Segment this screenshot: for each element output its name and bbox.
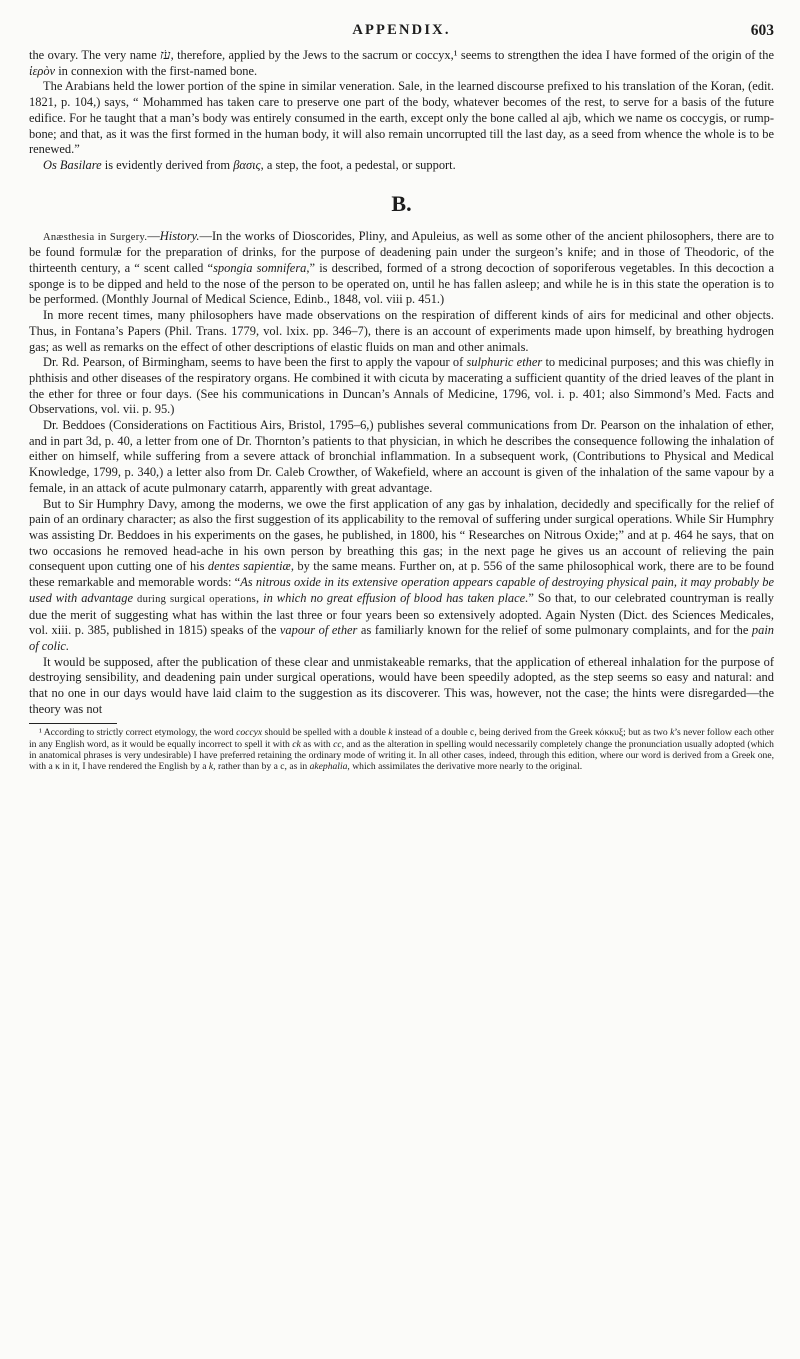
footnote-paragraph (29, 727, 774, 771)
text-run: should be spelled with a double (262, 727, 389, 739)
italic-run: k (388, 727, 393, 739)
text-run: instead of a double c, being derived from the Greek κόκκυξ; but as two (392, 727, 671, 739)
text-run: in connexion with the first-named bone. (55, 63, 258, 78)
footnote-rule (29, 723, 117, 724)
italic-run: coccyx (236, 727, 263, 739)
page-number: 603 (750, 22, 774, 39)
text-run: as with (300, 738, 334, 750)
italic-run: βασις (233, 157, 261, 172)
paragraph (29, 158, 774, 174)
paragraph (29, 229, 774, 309)
italic-run: in which no great effusion of blood has taken place. (263, 590, 529, 605)
text-run: , a step, the foot, a pedestal, or support. (260, 157, 456, 172)
italic-run: dentes sapientiæ (207, 559, 291, 574)
text-run: Dr. Rd. Pearson, of Birmingham, seems to have been the first to apply the vapour of (43, 355, 467, 370)
small-caps-run: during surgical operations (137, 593, 257, 605)
italic-run: pain of colic. (29, 623, 774, 653)
paragraph (29, 418, 774, 497)
text-run: , rather than by a c, as in (213, 760, 310, 772)
italic-run: Os Basilare (43, 157, 102, 172)
text-run: is evidently derived from (101, 157, 234, 172)
text-run: , therefore, applied by the Jews to the sacrum or coccyx,¹ seems to strengthen the idea I have formed of the origin of the (170, 48, 774, 62)
italic-run: k (670, 727, 675, 739)
paragraph (29, 355, 774, 418)
section-heading: B. (391, 190, 412, 216)
text-run: as familiarly known for the relief of some pulmonary complaints, and for the (357, 623, 752, 638)
italic-run: As nitrous oxide in its extensive operation appears capable of destroying physical pain, it may probably be used with advantage (29, 575, 774, 605)
intro-text (29, 48, 774, 174)
text-run: ’s never follow each other in any English word, as it would be equally incorrect to spell it with (29, 727, 774, 750)
italic-run: spongia somnifera (213, 261, 307, 276)
text-run: The Arabians held the lower portion of the spine in similar veneration. Sale, in the learned discourse prefixed to his translation of the Koran, (edit. 1821, p. 104,) says, “ Mohammed has taken care to preserve one part of the body, whatever becomes of the rest, to serve for a basis of the future edifice. For he taught that a man’s body was entirely consumed in the earth, except only the bone called al ajb, which we name os coccygis, or rump-bone; and that, as it was the first formed in the human body, it will also remain uncorrupted till the last day, as a seed from whence the whole is to be renewed.” (29, 79, 774, 157)
text-run: ,” is described, formed of a strong decoction of soporiferous vegetables. In this decoction a sponge is to be dipped and held to the nose of the person to be operated on, until he has fallen asleep; and while he is in this state the operation is to be performed. (Monthly Journal of Medical Science, Edinb., 1848, vol. viii p. 451.) (29, 261, 774, 307)
paragraph (29, 308, 774, 355)
paragraph (29, 79, 774, 158)
page-header (29, 22, 774, 48)
text-run: But to Sir Humphry Davy, among the moderns, we owe the first application of any gas by inhalation, decidedly and specifically for the relief of pain of an ordinary character; as also the first suggestion of its applicability to the removal of suffering under surgical operations. While Sir Humphry was assisting Dr. Beddoes in his experiments on the gases, he published, in 1800, his “ Researches on Nitrous Oxide;” and at p. 464 he says, that on two occasions he removed head-ache in his own person by breathing this gas; in the next page he gives us an account of relieving the pain consequent upon cutting one of his (29, 496, 774, 574)
italic-run: עֹז (160, 48, 171, 62)
text-run: —In the works of Dioscorides, Pliny, and Apuleius, as well as some other of the ancient philosophers, there are to be found formulæ for the preparation of drinks, for the purpose of deadening pain under the surgeon’s knife; and in those of Theodoric, of the thirteenth century, a “ scent called “ (29, 228, 774, 276)
italic-run: k (208, 760, 214, 772)
text-run: — (147, 228, 160, 243)
italic-run: ck (292, 738, 301, 750)
running-head: APPENDIX. (352, 22, 451, 38)
paragraph (29, 48, 774, 79)
text-run: ¹ According to strictly correct etymology, the word (39, 727, 237, 739)
italic-run: akephalia (309, 760, 348, 772)
text-run: In more recent times, many philosophers have made observations on the respiration of different kinds of airs for medicinal and other objects. Thus, in Fontana’s Papers (Phil. Trans. 1779, vol. lxix. pp. 346–7), there is an account of experiments made upon himself, by breathing hydrogen gas; as well as remarks on the effect of other descriptions of elastic fluids on man and other animals. (29, 308, 774, 354)
italic-run: sulphuric ether (466, 355, 543, 370)
text-run: Dr. Beddoes (Considerations on Factitious Airs, Bristol, 1795–6,) publishes several communications from Dr. Pearson on the inhalation of ether, and in part 3d, p. 40, a letter from one of Dr. Thornton’s patients to that physician, in which he describes the consequence following the inhalation of either on himself, while suffering from a severe attack of bronchial inflammation. In a subsequent work, (Contributions to Physical and Medical Knowledge, 1799, p. 340,) a letter also from Dr. Caleb Crowther, of Wakefield, where an account is given of the inhalation of the same vapour by a female, in an attack of acute pulmonary catarrh, apparently with great advantage. (29, 418, 774, 495)
text-run: ” So that, to our celebrated countryman is really due the merit of suggesting what has within the last three or four years been so extensively adopted. Again Nysten (Dict. des Sciences Medicales, vol. xiii. p. 385, published in 1815) speaks of the (29, 590, 775, 638)
text-run: , and as the alteration in spelling would necessarily completely change the pronunciation usually adopted (which in anatomical phrases is very undesirable) I have preferred retaining the ordinary mode of writing it. In all other cases, indeed, through this edition, where our word is derived from a Greek one, with a κ in it, I have rendered the English by a (29, 738, 774, 772)
italic-run: ἱερὸν (29, 63, 56, 78)
text-run: , which assimilates the derivative more nearly to the original. (347, 760, 583, 772)
text-run: , (256, 590, 264, 605)
text-run: the ovary. The very name (29, 48, 161, 62)
section-b-text (29, 229, 774, 718)
text-run: It would be supposed, after the publication of these clear and unmistakeable remarks, that the application of ethereal inhalation for the purpose of destroying sensibility, and deadening pain under surgical operations, would have been speedily adopted, as the step seems so easy and natural: and that no one in our days would have laid claim to the suggestion as its discoverer. This was, however, not the case; the hints were disregarded—the theory was not (29, 654, 774, 716)
italic-run: vapour of ether (279, 623, 358, 638)
paragraph (29, 655, 774, 718)
footnote (29, 727, 774, 771)
italic-run: History. (159, 228, 200, 243)
text-run: to medicinal purposes; and this was chiefly in phthisis and other diseases of the respiratory organs. He combined it with cicuta by macerating a sufficient quantity of the dried leaves of the plant in the ether for three or four days. (See his communications in Duncan’s Annals of Medicine, 1796, vol. i. p. 401; also Simmond’s Med. Facts and Observations, vol. vii. p. 95.) (29, 355, 774, 417)
italic-run: cc (333, 738, 342, 750)
paragraph (29, 497, 774, 655)
text-run: , by the same means. Further on, at p. 556 of the same philosophical work, there are to be found these remarkable and memorable words: “ (29, 559, 774, 590)
small-caps-run: Anæsthesia in Surgery. (43, 231, 148, 243)
